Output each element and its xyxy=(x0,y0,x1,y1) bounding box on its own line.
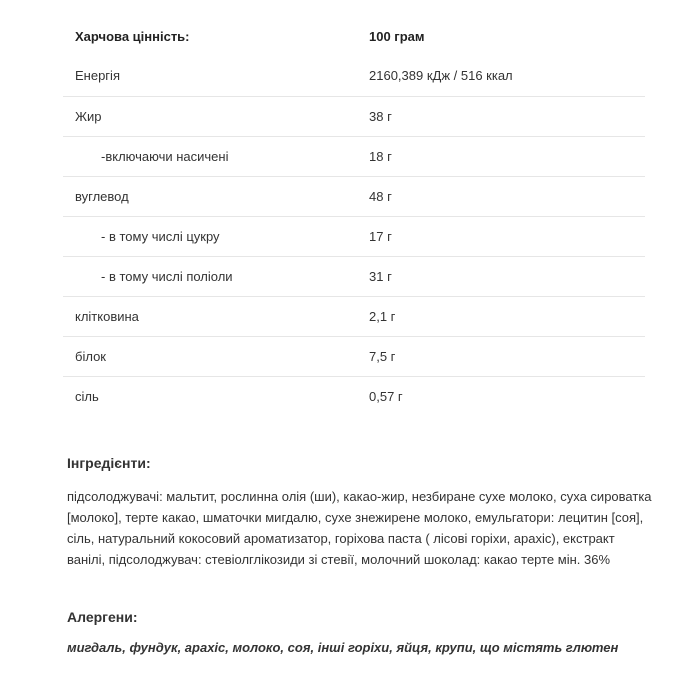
nutrition-table xyxy=(63,16,645,416)
nutrient-name: - в тому числі цукру xyxy=(63,216,369,256)
nutrition-row-energy xyxy=(63,56,645,96)
nutrition-row-sugar xyxy=(63,216,645,256)
nutrient-name: білок xyxy=(63,336,369,376)
nutrient-value: 2160,389 кДж / 516 ккал xyxy=(369,56,645,96)
nutrition-row-fiber xyxy=(63,296,645,336)
nutrient-value: 38 г xyxy=(369,96,645,136)
nutrition-row-fat xyxy=(63,96,645,136)
nutrient-name: - в тому числі поліоли xyxy=(63,256,369,296)
nutrient-value: 17 г xyxy=(369,216,645,256)
nutrient-value: 2,1 г xyxy=(369,296,645,336)
nutrient-value: 48 г xyxy=(369,176,645,216)
ingredients-heading: Інгредієнти: xyxy=(67,455,151,471)
allergens-text: мигдаль, фундук, арахіс, молоко, соя, інші горіхи, яйця, крупи, що містять глютен xyxy=(67,640,619,655)
nutrient-name: клітковина xyxy=(63,296,369,336)
allergens-heading: Алергени: xyxy=(67,609,138,625)
nutrient-value: 7,5 г xyxy=(369,336,645,376)
nutrient-name: Енергія xyxy=(63,56,369,96)
nutrition-header-value: 100 грам xyxy=(369,28,425,44)
nutrient-name: вуглевод xyxy=(63,176,369,216)
nutrient-value: 0,57 г xyxy=(369,388,403,404)
nutrient-value: 18 г xyxy=(369,136,645,176)
nutrient-value: 31 г xyxy=(369,256,645,296)
nutrition-row-saturated-fat xyxy=(63,136,645,176)
nutrition-row-protein xyxy=(63,336,645,376)
nutrition-header-row xyxy=(63,16,645,56)
nutrition-row-salt xyxy=(63,376,645,416)
nutrient-name: Жир xyxy=(63,96,369,136)
nutrient-name: сіль xyxy=(75,388,99,404)
nutrition-header-label: Харчова цінність: xyxy=(75,28,190,44)
nutrition-row-carbohydrate xyxy=(63,176,645,216)
ingredients-text: підсолоджувачі: мальтит, рослинна олія (ши), какао-жир, незбиране сухе молоко, суха сироватка [молоко], терте какао, шматочки мигдалю, сухе знежирене молоко, емульгатори: лецитин [соя], сіль, натуральний кокосовий ароматизатор, горіхова паста ( лісові горіхи, арахіс), екстракт ванілі, підсолоджувач: стевіолглікозиди зі стевії, молочний шоколад: какао терте мін. 36% xyxy=(67,489,652,567)
nutrition-row-polyols xyxy=(63,256,645,296)
nutrient-name: -включаючи насичені xyxy=(63,136,369,176)
